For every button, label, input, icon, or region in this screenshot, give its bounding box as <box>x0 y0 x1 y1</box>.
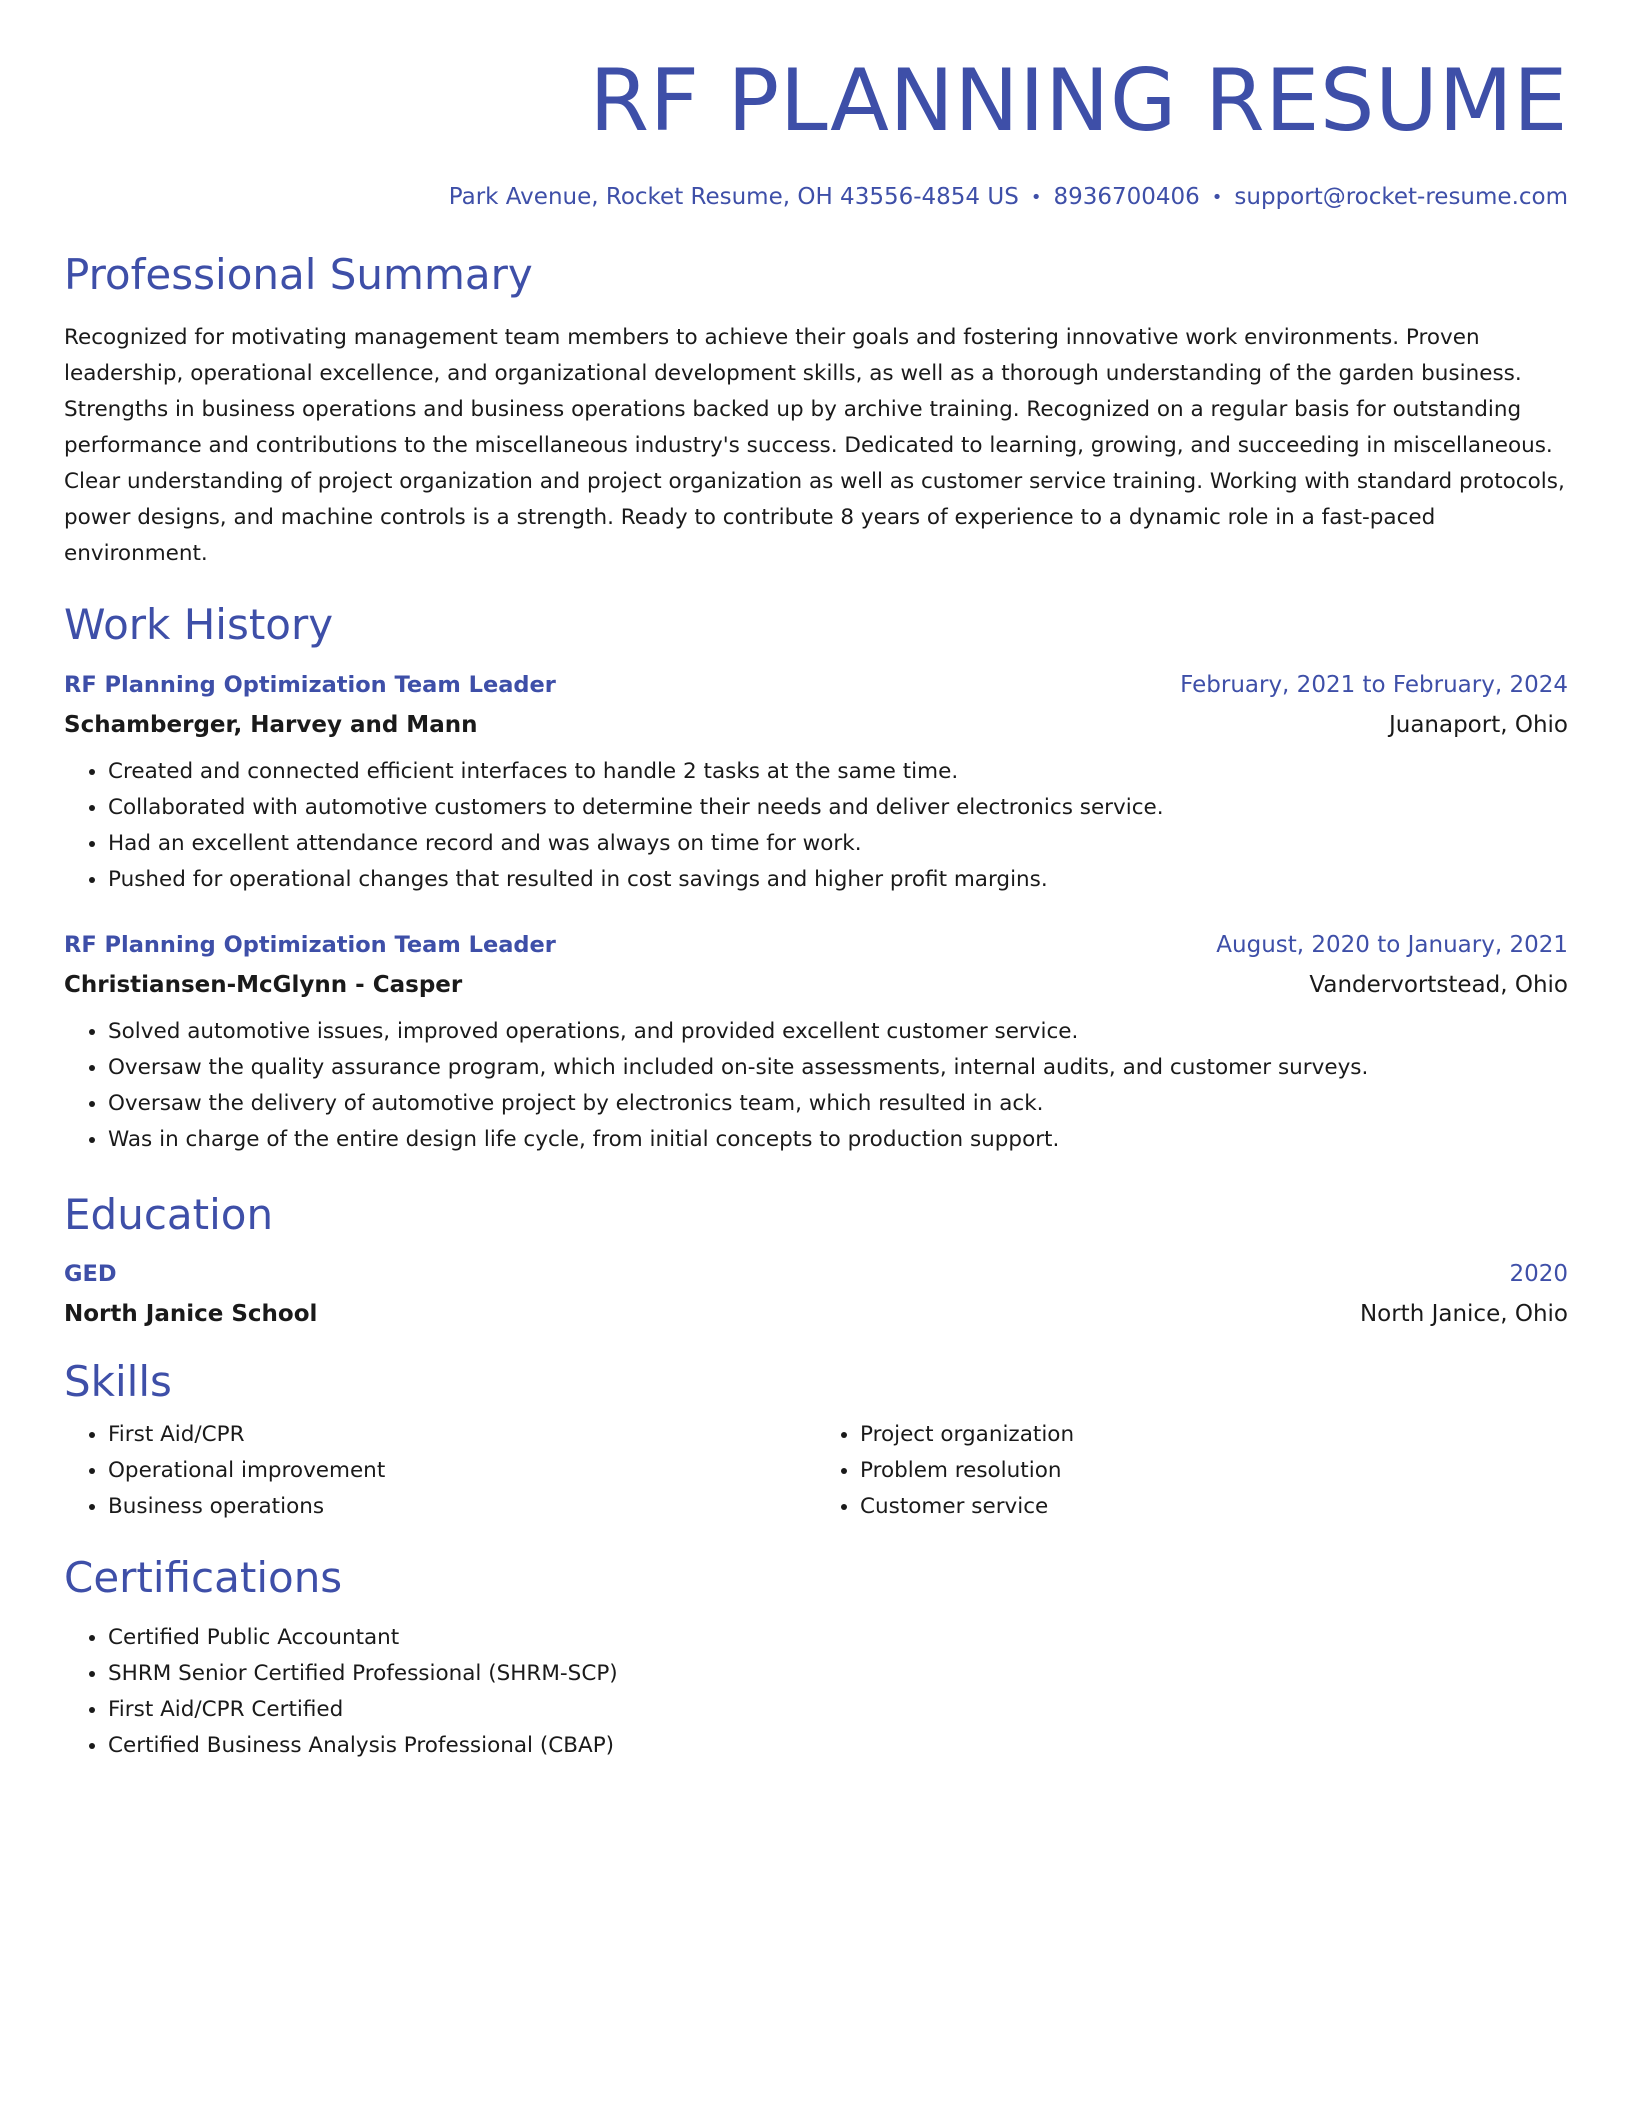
education-subheader <box>64 1301 1568 1327</box>
skill-item: • First Aid/CPR <box>108 1417 816 1453</box>
education-header <box>64 1261 1568 1287</box>
skills-list-right <box>816 1417 1568 1525</box>
skill-item: • Problem resolution <box>860 1453 1568 1489</box>
contact-line <box>64 184 1568 212</box>
skill-item: • Project organization <box>860 1417 1568 1453</box>
job-bullets <box>64 754 1568 898</box>
job-dates: February, 2021 to February, 2024 <box>1180 672 1568 699</box>
contact-phone: 8936700406 <box>1053 184 1200 210</box>
job-location: Juanaport, Ohio <box>1388 712 1568 739</box>
certification-item: • SHRM Senior Certified Professional (SHRM-SCP) <box>108 1656 1568 1692</box>
job-title: RF Planning Optimization Team Leader <box>64 932 556 959</box>
job-bullet: • Oversaw the quality assurance program, which included on-site assessments, internal audits, and customer surveys. <box>108 1050 1568 1086</box>
certification-item: • First Aid/CPR Certified <box>108 1692 1568 1728</box>
skill-item: • Customer service <box>860 1489 1568 1525</box>
job-bullet: • Had an excellent attendance record and was always on time for work. <box>108 826 1568 862</box>
job-bullet: • Solved automotive issues, improved operations, and provided excellent customer service. <box>108 1014 1568 1050</box>
job-company: Schamberger, Harvey and Mann <box>64 712 478 739</box>
job-subheader <box>64 972 1568 998</box>
contact-address: Park Avenue, Rocket Resume, OH 43556-4854 US <box>448 184 1019 210</box>
education-heading: Education <box>64 1190 274 1240</box>
job-title: RF Planning Optimization Team Leader <box>64 672 556 699</box>
contact-email[interactable]: support@rocket-resume.com <box>1234 184 1568 210</box>
certifications-heading: Certifications <box>64 1553 343 1603</box>
certifications-list <box>64 1620 1568 1764</box>
skill-item: • Operational improvement <box>108 1453 816 1489</box>
job-bullet: • Was in charge of the entire design life cycle, from initial concepts to production support. <box>108 1122 1568 1158</box>
job-dates: August, 2020 to January, 2021 <box>1216 932 1568 959</box>
contact-separator: • <box>1030 186 1042 208</box>
job-bullets <box>64 1014 1568 1158</box>
summary-heading: Professional Summary <box>64 249 533 299</box>
job-bullet: • Oversaw the delivery of automotive project by electronics team, which resulted in ack. <box>108 1086 1568 1122</box>
certification-item: • Certified Public Accountant <box>108 1620 1568 1656</box>
job-header <box>64 932 1568 958</box>
job-subheader <box>64 712 1568 738</box>
contact-separator: • <box>1211 186 1223 208</box>
job-bullet: • Collaborated with automotive customers to determine their needs and deliver electronics service. <box>108 790 1568 826</box>
job-header <box>64 672 1568 698</box>
job-bullet: • Pushed for operational changes that resulted in cost savings and higher profit margins. <box>108 862 1568 898</box>
skill-item: • Business operations <box>108 1489 816 1525</box>
skills-grid <box>64 1417 1568 1525</box>
education-degree: GED <box>64 1260 117 1287</box>
job-entry <box>64 932 1568 1158</box>
certification-item: • Certified Business Analysis Professional (CBAP) <box>108 1728 1568 1764</box>
skills-list-left <box>64 1417 816 1525</box>
job-entry <box>64 672 1568 898</box>
resume-name: RF PLANNING RESUME <box>589 51 1568 151</box>
work-history-heading: Work History <box>64 599 334 649</box>
summary-text: Recognized for motivating management team members to achieve their goals and fostering innovative work environments. Proven leadership, operational excellence, and organizational development skills, as well as a thorough understanding of the garden business. Strengths in business operations and business operations backed up by archive training. Recognized on a regular basis for outstanding performance and contributions to the miscellaneous industry's success. Dedicated to learning, growing, and succeeding in miscellaneous. Clear understanding of project organization and project organization as well as customer service training. Working with standard protocols, power designs, and machine controls is a strength. Ready to contribute 8 years of experience to a dynamic role in a fast-paced environment. <box>64 324 1565 566</box>
skills-heading: Skills <box>64 1356 172 1406</box>
job-bullet: • Created and connected efficient interfaces to handle 2 tasks at the same time. <box>108 754 1568 790</box>
job-location: Vandervortstead, Ohio <box>1309 972 1568 999</box>
job-company: Christiansen-McGlynn - Casper <box>64 972 463 999</box>
education-entry <box>64 1261 1568 1327</box>
education-year: 2020 <box>1509 1260 1568 1287</box>
education-location: North Janice, Ohio <box>1359 1300 1568 1327</box>
education-school: North Janice School <box>64 1300 318 1327</box>
